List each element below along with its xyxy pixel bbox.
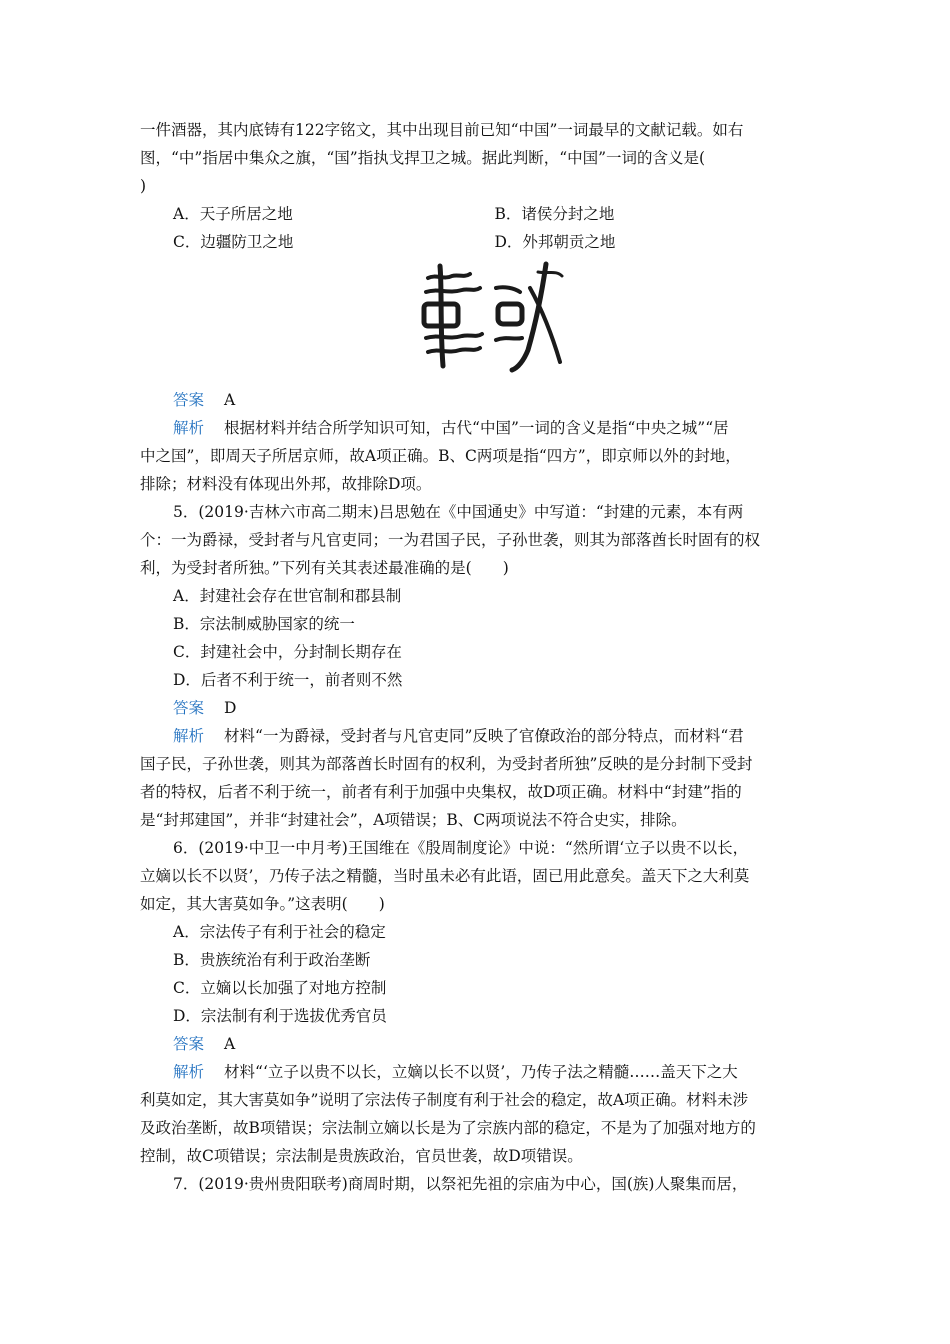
analysis-label: 解析 <box>173 727 205 745</box>
q6-stem-line: 如定，其大害莫如争。”这表明( ) <box>140 895 385 913</box>
q5-analysis-line <box>140 722 816 750</box>
bronze-inscription-figure <box>140 256 816 386</box>
q4-option-b: B．诸侯分封之地 <box>494 205 615 223</box>
q7-stem-line: 7．(2019·贵州贵阳联考)商周时期，以祭祀先祖的宗庙为中心，国(族)人聚集而居， <box>173 1175 748 1193</box>
q4-option-a: A．天子所居之地 <box>173 205 293 223</box>
q6-stem-line: 立嫡以长不以贤’，乃传子法之精髓，当时虽未必有此语，固已用此意矣。盖天下之大利莫 <box>140 867 750 885</box>
q5-analysis-line: 者的特权，后者不利于统一，前者有利于加强中央集权，故D项正确。材料中“封建”指的 <box>140 783 742 801</box>
q5-analysis-line: 是“封邦建国”，并非“封建社会”，A项错误；B、C两项说法不符合史实，排除。 <box>140 811 687 829</box>
q5-option-d: D．后者不利于统一，前者则不然 <box>173 671 403 689</box>
q6-analysis-line <box>140 1058 816 1086</box>
answer-label: 答案 <box>173 699 205 717</box>
q5-option-b: B．宗法制威胁国家的统一 <box>173 615 355 633</box>
q6-analysis-line: 控制，故C项错误；宗法制是贵族政治，官员世袭，故D项错误。 <box>140 1147 583 1165</box>
q5-analysis-text: 材料“一为爵禄，受封者与凡官吏同”反映了官僚政治的部分特点，而材料“君 <box>224 727 744 745</box>
q4-analysis-line <box>140 414 816 442</box>
answer-label: 答案 <box>173 391 205 409</box>
q4-stem-line: 一件酒器，其内底铸有122字铭文，其中出现目前已知“中国”一词最早的文献记载。如右 <box>140 121 744 139</box>
analysis-label: 解析 <box>173 1063 205 1081</box>
analysis-label: 解析 <box>173 419 205 437</box>
q5-stem-line: 个：一为爵禄，受封者与凡官吏同；一为君国子民，子孙世袭，则其为部落酋长时固有的权 <box>140 531 761 549</box>
q6-analysis-line: 利莫如定，其大害莫如争”说明了宗法传子制度有利于社会的稳定，故A项正确。材料未涉 <box>140 1091 749 1109</box>
q6-analysis-text: 材料“‘立子以贵不以长，立嫡以长不以贤’，乃传子法之精髓……盖天下之大 <box>224 1063 738 1081</box>
q5-answer: D <box>224 699 237 717</box>
zhongguo-inscription-image <box>418 258 568 376</box>
q6-option-b: B．贵族统治有利于政治垄断 <box>173 951 371 969</box>
q4-answer-line <box>140 386 816 414</box>
q4-options-row <box>140 200 816 228</box>
q4-analysis-line: 排除；材料没有体现出外邦，故排除D项。 <box>140 475 432 493</box>
q6-stem-line: 6．(2019·中卫一中月考)王国维在《殷周制度论》中说：“然所谓‘立子以贵不以长， <box>173 839 749 857</box>
q4-stem-line: ) <box>140 177 147 195</box>
q5-answer-line <box>140 694 816 722</box>
q4-analysis-text: 根据材料并结合所学知识可知，古代“中国”一词的含义是指“中央之城”“居 <box>224 419 729 437</box>
q4-stem-line: 图，“中”指居中集众之旗，“国”指执戈捍卫之城。据此判断，“中国”一词的含义是( <box>140 149 706 167</box>
q6-answer-line <box>140 1030 816 1058</box>
q5-option-a: A．封建社会存在世官制和郡县制 <box>173 587 402 605</box>
document-page <box>140 116 816 1198</box>
q5-option-c: C．封建社会中，分封制长期存在 <box>173 643 402 661</box>
q4-option-d: D．外邦朝贡之地 <box>494 233 616 251</box>
answer-label: 答案 <box>173 1035 205 1053</box>
q6-option-c: C．立嫡以长加强了对地方控制 <box>173 979 387 997</box>
q4-answer: A <box>224 391 236 409</box>
q6-analysis-line: 及政治垄断，故B项错误；宗法制立嫡以长是为了宗族内部的稳定，不是为了加强对地方的 <box>140 1119 756 1137</box>
q6-answer: A <box>224 1035 236 1053</box>
q6-option-a: A．宗法传子有利于社会的稳定 <box>173 923 386 941</box>
q4-option-c: C．边疆防卫之地 <box>173 233 294 251</box>
q5-stem-line: 利，为受封者所独。”下列有关其表述最准确的是( ) <box>140 559 509 577</box>
q4-options-row <box>140 228 816 256</box>
q6-option-d: D．宗法制有利于选拔优秀官员 <box>173 1007 387 1025</box>
q5-stem-line: 5．(2019·吉林六市高二期末)吕思勉在《中国通史》中写道：“封建的元素，本有两 <box>173 503 744 521</box>
q5-analysis-line: 国子民，子孙世袭，则其为部落酋长时固有的权利，为受封者所独”反映的是分封制下受封 <box>140 755 753 773</box>
q4-analysis-line: 中之国”，即周天子所居京师，故A项正确。B、C两项是指“四方”，即京师以外的封地， <box>140 447 741 465</box>
